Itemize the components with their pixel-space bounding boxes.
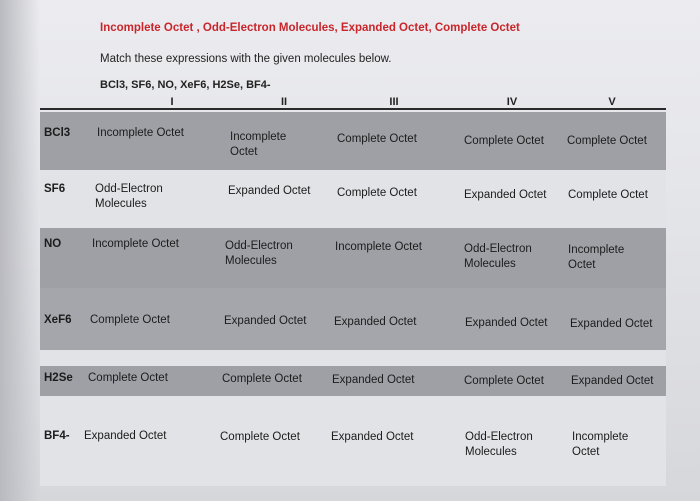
row-label-xef6: XeF6 xyxy=(44,314,72,326)
table-cell: Complete Octet xyxy=(337,187,417,199)
page-shadow xyxy=(0,0,40,501)
instruction-text: Match these expressions with the given molecules below. xyxy=(100,53,392,65)
column-header-3: III xyxy=(389,96,399,108)
table-cell: Incomplete Octet xyxy=(92,238,179,250)
table-cell: Complete Octet xyxy=(568,189,648,201)
table-cell: Incomplete Octet xyxy=(230,131,287,158)
table-cell: Complete Octet xyxy=(220,431,300,443)
table-cell: Odd-Electron Molecules xyxy=(225,240,293,267)
table-cell: Expanded Octet xyxy=(224,315,307,327)
table-cell: Odd-Electron Molecules xyxy=(464,243,532,270)
table-cell: Odd-Electron Molecules xyxy=(465,431,533,458)
header-rule xyxy=(40,108,666,110)
table-cell: Expanded Octet xyxy=(571,375,654,387)
table-cell: Expanded Octet xyxy=(331,431,414,443)
column-header-4: IV xyxy=(506,96,518,108)
row-label-bf4: BF4- xyxy=(44,430,70,442)
table-cell: Incomplete Octet xyxy=(335,241,422,253)
page-heading: Incomplete Octet , Odd-Electron Molecules, Expanded Octet, Complete Octet xyxy=(100,22,520,34)
row-gap xyxy=(40,350,666,366)
table-cell: Incomplete Octet xyxy=(568,244,625,271)
table-cell: Incomplete Octet xyxy=(572,431,629,458)
table-cell: Complete Octet xyxy=(567,135,647,147)
column-header-5: V xyxy=(608,96,616,108)
column-header-1: I xyxy=(170,96,174,108)
table-cell: Expanded Octet xyxy=(334,316,417,328)
table-cell: Complete Octet xyxy=(337,133,417,145)
table-cell: Expanded Octet xyxy=(465,317,548,329)
table-cell: Complete Octet xyxy=(222,373,302,385)
molecule-list: BCl3, SF6, NO, XeF6, H2Se, BF4- xyxy=(100,79,271,91)
row-label-no: NO xyxy=(44,238,62,250)
table-cell: Expanded Octet xyxy=(464,189,547,201)
table-cell: Complete Octet xyxy=(90,314,170,326)
table-cell: Complete Octet xyxy=(88,372,168,384)
table-cell: Odd-Electron Molecules xyxy=(95,183,163,210)
column-header-2: II xyxy=(280,96,288,108)
table-cell: Expanded Octet xyxy=(332,374,415,386)
table-cell: Expanded Octet xyxy=(228,185,311,197)
row-label-sf6: SF6 xyxy=(44,183,66,195)
row-label-h2se: H2Se xyxy=(44,372,73,384)
row-label-bcl3: BCl3 xyxy=(44,127,71,139)
table-cell: Expanded Octet xyxy=(84,430,167,442)
table-cell: Incomplete Octet xyxy=(97,127,184,139)
table-cell: Expanded Octet xyxy=(570,318,653,330)
table-cell: Complete Octet xyxy=(464,375,544,387)
table-cell: Complete Octet xyxy=(464,135,544,147)
